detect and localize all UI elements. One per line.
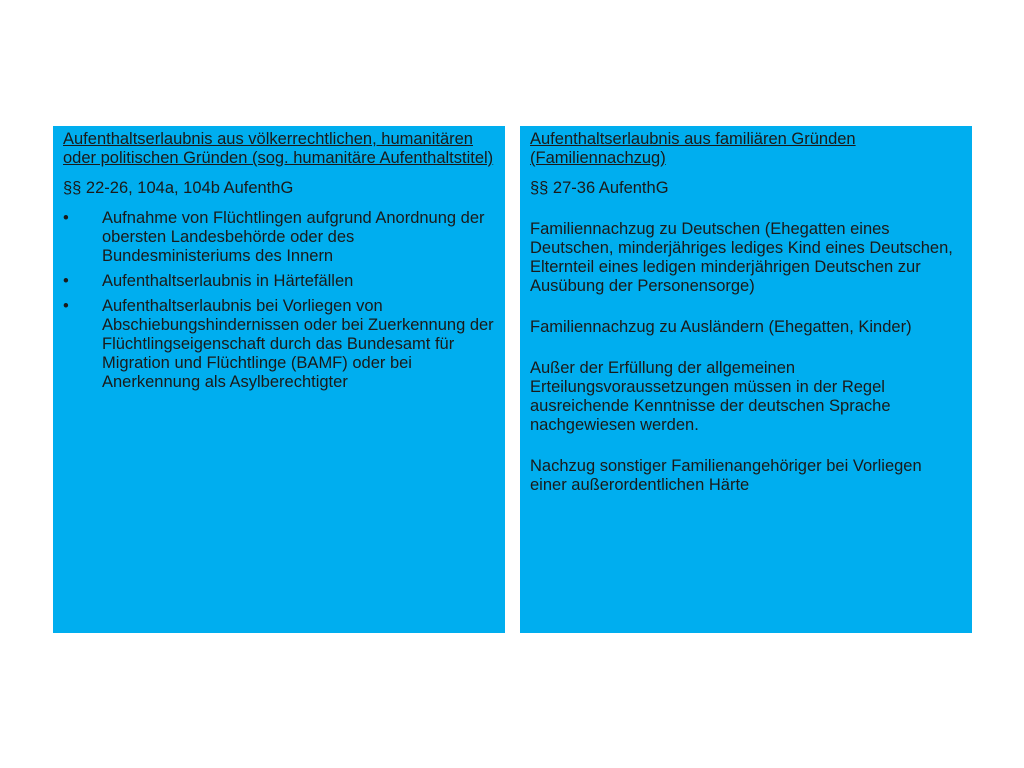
humanitarian-heading: Aufenthaltserlaubnis aus völkerrechtlichen, humanitären oder politischen Gründen (sog. humanitäre Aufenthaltstitel)	[63, 130, 494, 167]
family-paragraph: Familiennachzug zu Ausländern (Ehegatten, Kinder)	[530, 318, 912, 336]
humanitarian-residence-panel	[53, 126, 505, 633]
family-legal-reference: §§ 27-36 AufenthG	[530, 179, 669, 197]
bullet-text: Aufenthaltserlaubnis in Härtefällen	[102, 272, 354, 290]
humanitarian-legal-reference: §§ 22-26, 104a, 104b AufenthG	[63, 179, 294, 197]
bullet-text: Aufnahme von Flüchtlingen aufgrund Anordnung der obersten Landesbehörde oder des Bundesministeriums des Innern	[102, 209, 485, 265]
bullet-item	[63, 297, 495, 392]
family-paragraph: Nachzug sonstiger Familienangehöriger bei Vorliegen einer außerordentlichen Härte	[530, 457, 922, 494]
bullet-icon: •	[63, 209, 69, 227]
family-paragraph: Außer der Erfüllung der allgemeinen Erteilungsvoraussetzungen müssen in der Regel ausreichende Kenntnisse der deutschen Sprache nachgewiesen werden.	[530, 359, 891, 434]
family-reunification-panel	[520, 126, 972, 633]
bullet-icon: •	[63, 297, 69, 315]
family-heading: Aufenthaltserlaubnis aus familiären Gründen (Familiennachzug)	[530, 130, 856, 167]
family-paragraph: Familiennachzug zu Deutschen (Ehegatten eines Deutschen, minderjähriges lediges Kind eines Deutschen, Elternteil eines ledigen minderjährigen Deutschen zur Ausübung der Personensorge)	[530, 220, 953, 295]
bullet-icon: •	[63, 272, 69, 290]
bullet-item	[63, 209, 495, 266]
bullet-text: Aufenthaltserlaubnis bei Vorliegen von Abschiebungshindernissen oder bei Zuerkennung der Flüchtlingseigenschaft durch das Bundesamt für Migration und Flüchtlinge (BAMF) oder bei Anerkennung als Asylberechtigter	[102, 297, 494, 391]
humanitarian-bullet-list	[63, 209, 495, 392]
bullet-item	[63, 272, 495, 291]
